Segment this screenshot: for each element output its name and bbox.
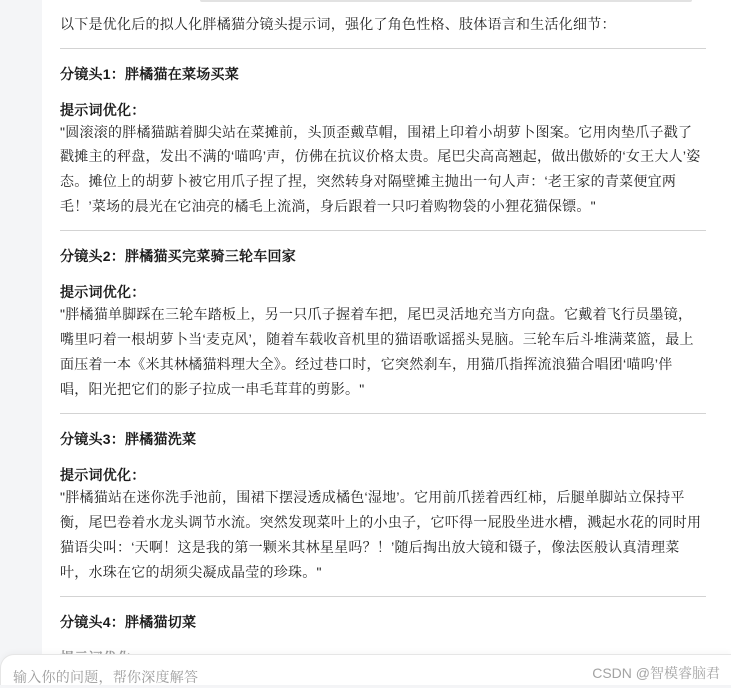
prompt-line: 态。摊位上的胡萝卜被它用爪子捏了捏，突然转身对隔壁摊主抛出一句人声：‘老王家的青菜便宜两 [60,173,677,190]
section-divider [60,48,706,49]
prompt-text [60,120,706,219]
prompt-label: 提示词优化： [60,284,146,301]
prompt-line: 戳摊主的秤盘，发出不满的‘喵呜’声，仿佛在抗议价格太贵。尾巴尖高高翘起，做出傲娇的‘女王大人’姿 [60,148,701,165]
shot-section-1 [60,48,706,219]
scroll-fade [42,640,731,654]
previous-message-edge [200,0,692,2]
shot-title: 分镜头4：胖橘猫切菜 [60,613,197,630]
prompt-line: 唱，阳光把它们的影子拉成一串毛茸茸的剪影。" [60,380,365,397]
message-panel [42,0,731,685]
prompt-line: "圆滚滚的胖橘猫踮着脚尖站在菜摊前，头顶歪戴草帽，围裙上印着小胡萝卜图案。它用肉垫爪子戳了 [60,123,693,140]
assistant-message [60,12,706,668]
shot-section-2 [60,230,706,401]
shot-title: 分镜头3：胖橘猫洗菜 [60,431,197,448]
prompt-text [60,485,706,584]
prompt-line: 衡，尾巴卷着水龙头调节水流。突然发现菜叶上的小虫子，它吓得一屁股坐进水槽，溅起水花的同时用 [60,513,702,530]
prompt-line: 嘴里叼着一根胡萝卜当‘麦克风’，随着车载收音机里的猫语歌谣摇头晃脑。三轮车后斗堆满菜篮，最上 [60,331,694,348]
prompt-line: 面压着一本《米其林橘猫料理大全》。经过巷口时，它突然刹车，用猫爪指挥流浪猫合唱团‘喵呜’伴 [60,355,673,372]
shot-section-3 [60,413,706,584]
section-divider [60,596,706,597]
section-divider [60,413,706,414]
shot-title: 分镜头1：胖橘猫在菜场买菜 [60,65,240,82]
prompt-line: 叶，水珠在它的胡须尖凝成晶莹的珍珠。" [60,563,322,580]
shot-title: 分镜头2：胖橘猫买完菜骑三轮车回家 [60,248,297,265]
prompt-text [60,302,706,401]
prompt-line: 毛！’菜场的晨光在它油亮的橘毛上流淌，身后跟着一只叼着购物袋的小狸花猫保镖。" [60,197,596,214]
prompt-label: 提示词优化： [60,101,146,118]
prompt-line: "胖橘猫单脚踩在三轮车踏板上，另一只爪子握着车把，尾巴灵活地充当方向盘。它戴着飞行员墨镜， [60,306,693,323]
section-divider [60,230,706,231]
watermark: CSDN @智模睿脑君 [592,665,720,681]
message-intro: 以下是优化后的拟人化胖橘猫分镜头提示词，强化了角色性格、肢体语言和生活化细节： [60,16,616,32]
prompt-line: "胖橘猫站在迷你洗手池前，围裙下摆浸透成橘色‘湿地’。它用前爪搓着西红柿，后腿单脚站立保持平 [60,489,685,506]
prompt-line: 猫语尖叫：‘天啊！这是我的第一颗米其林星星吗？！’随后掏出放大镜和镊子，像法医般认真清理菜 [60,538,680,555]
prompt-label: 提示词优化： [60,467,146,484]
